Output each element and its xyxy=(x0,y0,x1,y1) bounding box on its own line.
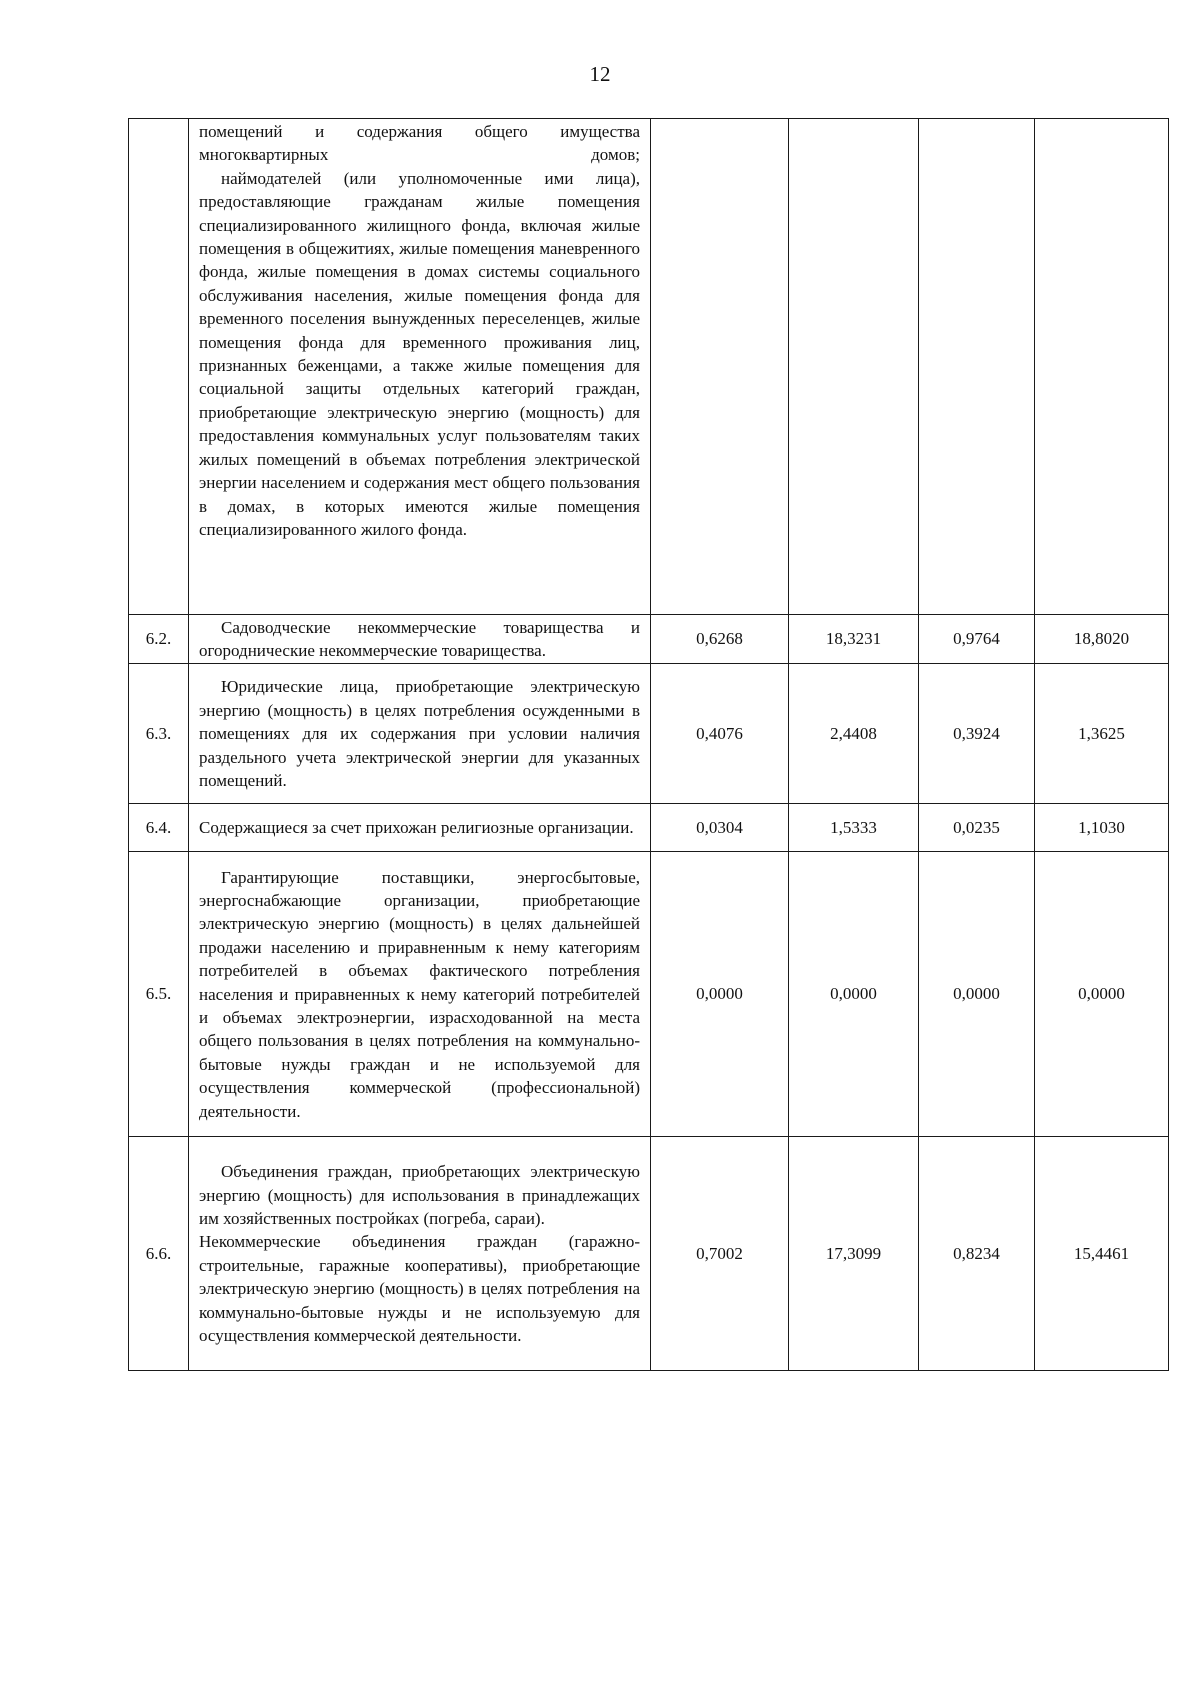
row-description xyxy=(189,1136,651,1370)
value-cell-2: 17,3099 xyxy=(789,1136,919,1370)
value-cell-2: 2,4408 xyxy=(789,663,919,803)
page-number: 12 xyxy=(589,62,611,86)
row-number: 6.5. xyxy=(129,851,189,1136)
value-cell-3: 0,0235 xyxy=(919,803,1035,851)
value-cell-3 xyxy=(919,119,1035,615)
description-paragraph: наймодателей (или уполномоченные ими лица), предоставляющие гражданам жилые помещения специализированного жилищного фонда, включая жилые помещения в общежитиях, жилые помещения маневренного фонда, жилые помещения в домах системы социального обслуживания населения, жилые помещения фонда для временного поселения вынужденных переселенцев, жилые помещения фонда для временного проживания лиц, признанных беженцами, а также жилые помещения для социальной защиты отдельных категорий граждан, приобретающие электрическую энергию (мощность) для предоставления коммунальных услуг пользователям таких жилых помещений в объемах потребления электрической энергии населением и содержания мест общего пользования в домах, в которых имеются жилые помещения специализированного жилого фонда. xyxy=(199,168,640,539)
description-paragraph: Садоводческие некоммерческие товарищества и огороднические некоммерческие товарищества. xyxy=(199,618,640,661)
table-row-6-5 xyxy=(129,851,1169,1136)
value-cell-3: 0,0000 xyxy=(919,851,1035,1136)
description-paragraph: Юридические лица, приобретающие электрическую энергию (мощность) в целях потребления осужденными в помещениях для их содержания при условии наличия раздельного учета электрической энергии для указанных помещений. xyxy=(199,677,640,790)
table-row-continuation xyxy=(129,119,1169,615)
row-number xyxy=(129,119,189,615)
value-cell-1 xyxy=(651,119,789,615)
row-description xyxy=(189,615,651,664)
value-cell-3: 0,3924 xyxy=(919,663,1035,803)
row-number: 6.6. xyxy=(129,1136,189,1370)
row-description xyxy=(189,851,651,1136)
value-cell-2: 1,5333 xyxy=(789,803,919,851)
table-row-6-2 xyxy=(129,615,1169,664)
value-cell-1: 0,7002 xyxy=(651,1136,789,1370)
row-description xyxy=(189,119,651,615)
description-paragraph: Некоммерческие объединения граждан (гаражно-строительные, гаражные кооперативы), приобретающие электрическую энергию (мощность) в целях потребления на коммунально-бытовые нужды и не используемую для осуществления коммерческой деятельности. xyxy=(199,1232,640,1346)
value-cell-2: 18,3231 xyxy=(789,615,919,664)
value-cell-2 xyxy=(789,119,919,615)
value-cell-4 xyxy=(1035,119,1169,615)
table-row-6-6 xyxy=(129,1136,1169,1370)
row-number: 6.2. xyxy=(129,615,189,664)
value-cell-1: 0,0304 xyxy=(651,803,789,851)
value-cell-1: 0,0000 xyxy=(651,851,789,1136)
row-number: 6.3. xyxy=(129,663,189,803)
description-paragraph: помещений и содержания общего имущества многоквартирных домов; xyxy=(199,122,640,165)
row-description xyxy=(189,663,651,803)
value-cell-4: 1,1030 xyxy=(1035,803,1169,851)
value-cell-1: 0,4076 xyxy=(651,663,789,803)
value-cell-1: 0,6268 xyxy=(651,615,789,664)
value-cell-4: 15,4461 xyxy=(1035,1136,1169,1370)
value-cell-3: 0,8234 xyxy=(919,1136,1035,1370)
table-row-6-3 xyxy=(129,663,1169,803)
value-cell-2: 0,0000 xyxy=(789,851,919,1136)
description-paragraph: Гарантирующие поставщики, энергосбытовые, энергоснабжающие организации, приобретающие электрическую энергию (мощность) в целях дальнейшей продажи населению и приравненным к нему категориям потребителей в объемах фактического потребления населения и приравненных к нему категорий потребителей и объемах электроэнергии, израсходованной на места общего пользования в целях потребления на коммунально-бытовые нужды граждан и не используемой для осуществления коммерческой (профессиональной) деятельности. xyxy=(199,867,640,1121)
table-row-6-4 xyxy=(129,803,1169,851)
row-description xyxy=(189,803,651,851)
value-cell-4: 1,3625 xyxy=(1035,663,1169,803)
description-paragraph: Содержащиеся за счет прихожан религиозные организации. xyxy=(199,818,634,838)
tariff-table xyxy=(128,118,1169,1371)
value-cell-4: 0,0000 xyxy=(1035,851,1169,1136)
value-cell-3: 0,9764 xyxy=(919,615,1035,664)
description-paragraph: Объединения граждан, приобретающих электрическую энергию (мощность) для использования в принадлежащих им хозяйственных постройках (погреба, сараи). xyxy=(199,1162,640,1228)
value-cell-4: 18,8020 xyxy=(1035,615,1169,664)
row-number: 6.4. xyxy=(129,803,189,851)
